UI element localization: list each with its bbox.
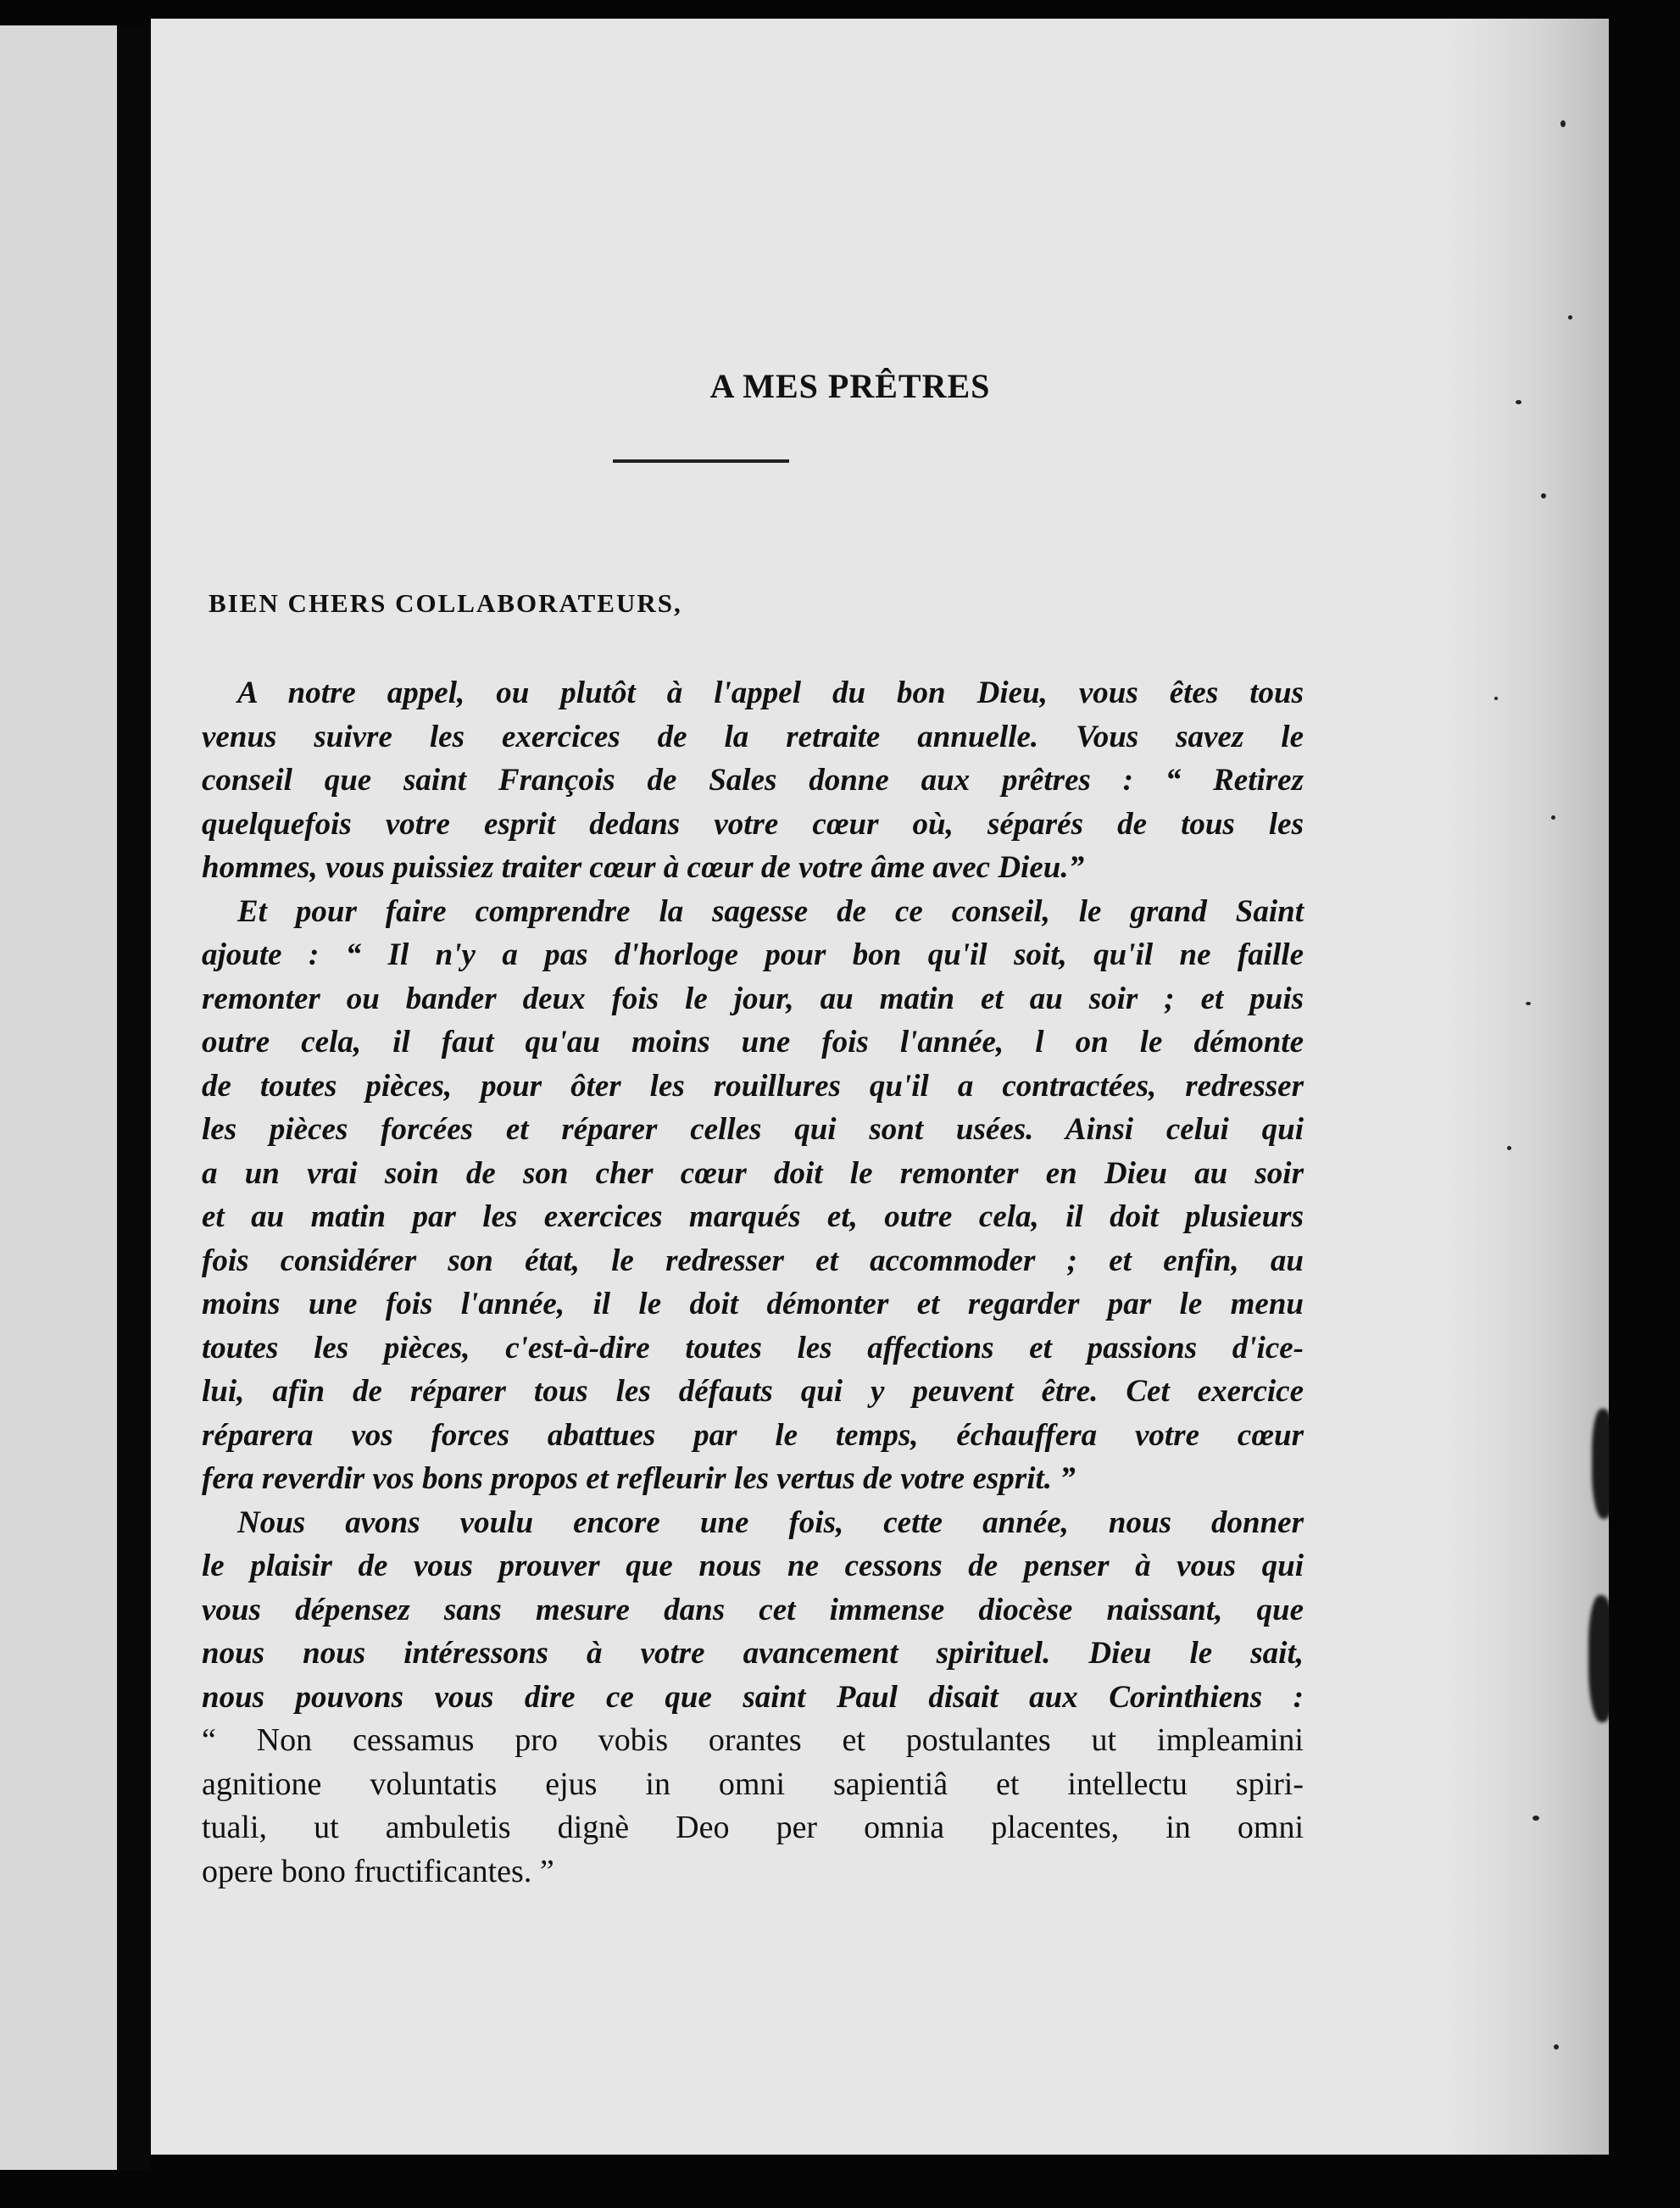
scan-speck bbox=[1560, 120, 1566, 127]
body-text bbox=[202, 671, 1304, 1894]
text-line: moins une fois l'année, il le doit démonter et regarder par le menu bbox=[202, 1287, 1304, 1321]
title-rule bbox=[613, 459, 789, 463]
scan-blot bbox=[1588, 1595, 1609, 1722]
text-line: lui, afin de réparer tous les défauts qui y peuvent être. Cet exercice bbox=[202, 1374, 1304, 1409]
text-line: ajoute : “ Il n'y a pas d'horloge pour bon qu'il soit, qu'il ne faille bbox=[202, 937, 1304, 972]
text-line: hommes, vous puissiez traiter cœur à cœur de votre âme avec Dieu.” bbox=[202, 850, 1085, 885]
salutation: BIEN CHERS COLLABORATEURS, bbox=[209, 588, 682, 618]
scan-speck bbox=[1551, 815, 1555, 820]
text-line: agnitione voluntatis ejus in omni sapientiâ et intellectu spiri- bbox=[202, 1766, 1304, 1802]
text-line: quelquefois votre esprit dedans votre cœur où, séparés de tous les bbox=[202, 806, 1304, 842]
text-line: Et pour faire comprendre la sagesse de ce conseil, le grand Saint bbox=[237, 893, 1304, 929]
text-line: outre cela, il faut qu'au moins une fois l'année, l on le démonte bbox=[202, 1025, 1304, 1060]
text-line: toutes les pièces, c'est-à-dire toutes les affections et passions d'ice- bbox=[202, 1330, 1304, 1365]
facing-page-edge bbox=[0, 25, 117, 2170]
text-line: et au matin par les exercices marqués et, outre cela, il doit plusieurs bbox=[202, 1199, 1304, 1234]
scan-speck bbox=[1526, 1002, 1531, 1005]
text-line: remonter ou bander deux fois le jour, au matin et au soir ; et puis bbox=[202, 981, 1304, 1016]
text-line: les pièces forcées et réparer celles qui sont usées. Ainsi celui qui bbox=[202, 1112, 1304, 1147]
scan-blot bbox=[1592, 1409, 1609, 1519]
text-line: fera reverdir vos bons propos et refleurir les vertus de votre esprit. ” bbox=[202, 1461, 1076, 1496]
text-line: de toutes pièces, pour ôter les rouillures qu'il a contractées, redresser bbox=[202, 1068, 1304, 1104]
scan-speck bbox=[1533, 1816, 1539, 1821]
text-line: nous pouvons vous dire ce que saint Paul disait aux Corinthiens : bbox=[202, 1679, 1304, 1715]
text-line: réparera vos forces abattues par le temps, échauffera votre cœur bbox=[202, 1417, 1304, 1453]
book-gutter bbox=[117, 25, 151, 2170]
text-line: tuali, ut ambuletis dignè Deo per omnia placentes, in omni bbox=[202, 1810, 1304, 1845]
text-line: vous dépensez sans mesure dans cet immense diocèse naissant, que bbox=[202, 1592, 1304, 1627]
text-line: conseil que saint François de Sales donne aux prêtres : “ Retirez bbox=[202, 763, 1304, 798]
text-line: venus suivre les exercices de la retraite annuelle. Vous savez le bbox=[202, 719, 1304, 754]
scan-speck bbox=[1494, 697, 1498, 700]
scan-speck bbox=[1554, 2044, 1559, 2049]
scan-speck bbox=[1568, 315, 1572, 320]
page-title: A MES PRÊTRES bbox=[709, 367, 991, 405]
text-line: nous nous intéressons à votre avancement spirituel. Dieu le sait, bbox=[202, 1636, 1304, 1671]
page bbox=[151, 19, 1609, 2155]
text-line: le plaisir de vous prouver que nous ne cessons de penser à vous qui bbox=[202, 1549, 1304, 1583]
scan-speck bbox=[1507, 1146, 1511, 1150]
text-line: a un vrai soin de son cher cœur doit le remonter en Dieu au soir bbox=[202, 1155, 1304, 1191]
text-line: Nous avons voulu encore une fois, cette année, nous donner bbox=[237, 1504, 1304, 1540]
scan-speck bbox=[1541, 493, 1546, 498]
text-line: fois considérer son état, le redresser et accommoder ; et enfin, au bbox=[202, 1243, 1304, 1278]
text-line: opere bono fructificantes. ” bbox=[202, 1853, 554, 1889]
page-shadow bbox=[1448, 19, 1609, 2155]
text-line: A notre appel, ou plutôt à l'appel du bon Dieu, vous êtes tous bbox=[237, 676, 1304, 710]
text-line: “ Non cessamus pro vobis orantes et postulantes ut impleamini bbox=[202, 1722, 1304, 1758]
